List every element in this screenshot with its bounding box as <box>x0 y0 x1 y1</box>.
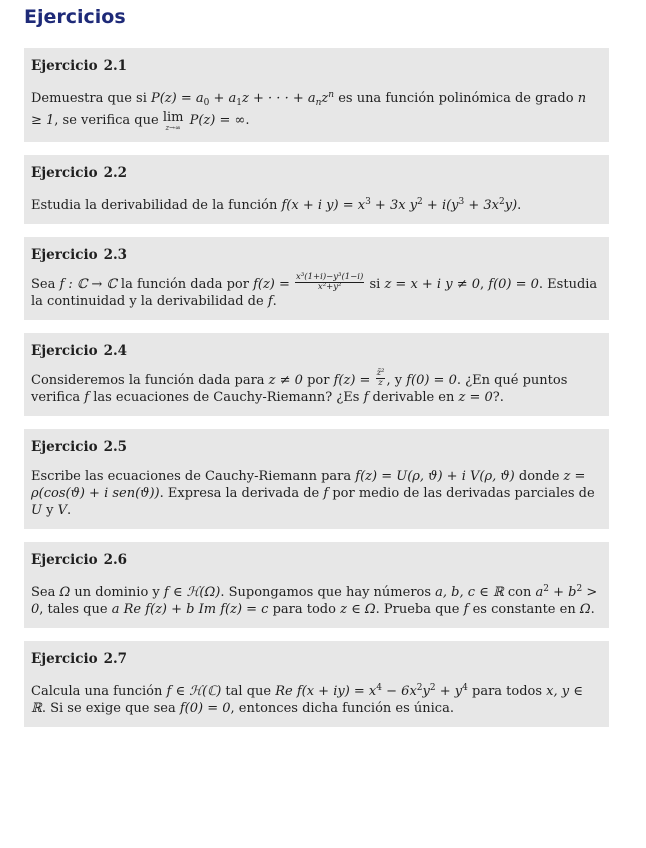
exercise-statement <box>31 680 601 717</box>
math-exponent: 2 <box>499 197 505 207</box>
math-expression: z <box>321 91 329 106</box>
statement-text: y <box>41 503 58 518</box>
fraction-denominator: x²+y² <box>317 282 342 292</box>
math-subscript: 1 <box>236 98 243 108</box>
statement-text: donde <box>514 469 564 484</box>
math-expression: Re f(x + iy) = x <box>275 684 377 699</box>
math-expression: z = x + i y ≠ 0 <box>384 277 480 292</box>
math-expression: x, y ∈ ℝ <box>31 684 583 716</box>
statement-text: . <box>590 602 595 617</box>
statement-text: las ecuaciones de Cauchy-Riemann? ¿Es <box>89 390 364 405</box>
exercise-box <box>24 237 609 320</box>
math-expression: f <box>323 486 329 501</box>
math-exponent: 4 <box>462 683 468 693</box>
statement-text: Sea <box>31 277 60 292</box>
exercise-statement <box>31 87 601 132</box>
statement-text: . Prueba que <box>375 602 464 617</box>
statement-text: un dominio y <box>70 585 164 600</box>
statement-text: . <box>66 503 72 518</box>
fraction-numerator: x³(1+i)−y³(1−i) <box>296 272 364 282</box>
exercise-number: 2.5 <box>103 439 128 455</box>
exercise-number: 2.1 <box>103 58 128 74</box>
limit-subscript: z→∞ <box>165 124 181 132</box>
exercise-box <box>24 333 609 416</box>
exercise-title <box>31 552 601 568</box>
exercise-title <box>31 651 601 667</box>
math-expression: f <box>84 390 90 405</box>
limit-symbol: lim <box>162 110 184 125</box>
math-expression: n ≥ 1 <box>31 91 587 128</box>
math-expression: P(z) = a <box>150 91 204 106</box>
math-expression: a, b, c ∈ ℝ <box>435 585 504 600</box>
math-exponent: 2 <box>576 584 583 594</box>
statement-text: Sea <box>31 585 60 600</box>
limit-operator <box>163 112 184 132</box>
math-expression: f(x + i y) = x <box>281 198 366 213</box>
exercise-box <box>24 641 609 727</box>
math-expression: z + · · · + a <box>242 91 316 106</box>
exercise-box <box>24 429 609 529</box>
math-exponent: n <box>328 90 335 100</box>
math-expression: + 3x y <box>370 198 418 213</box>
math-expression: f <box>267 294 273 309</box>
math-exponent: 4 <box>376 683 383 693</box>
exercise-number: 2.7 <box>103 651 128 667</box>
exercise-number: 2.3 <box>103 247 128 263</box>
math-expression: + y <box>435 684 463 699</box>
statement-text: Escribe las ecuaciones de Cauchy-Riemann para <box>31 469 356 484</box>
exercise-label: Ejercicio <box>31 439 98 455</box>
math-expression: P(z) = ∞ <box>185 113 246 128</box>
math-expression: y) <box>504 198 518 213</box>
exercise-statement <box>31 368 601 406</box>
math-subscript: 0 <box>203 98 210 108</box>
math-expression: f(0) = 0 <box>406 373 457 388</box>
statement-text: , y <box>386 373 407 388</box>
exercise-label: Ejercicio <box>31 58 98 74</box>
statement-text: tal que <box>221 684 276 699</box>
math-expression: U <box>31 503 42 518</box>
math-expression: z ≠ 0 <box>268 373 303 388</box>
statement-text: con <box>503 585 536 600</box>
exercise-number: 2.6 <box>103 552 128 568</box>
math-expression: V <box>57 503 67 518</box>
statement-text: para todos <box>467 684 547 699</box>
statement-text: Demuestra que si <box>31 91 151 106</box>
math-expression: a Re f(z) + b Im f(z) = c <box>111 602 269 617</box>
math-expression: > 0 <box>31 585 598 617</box>
math-expression: f(z) = U(ρ, ϑ) + i V(ρ, ϑ) <box>355 469 515 484</box>
exercise-label: Ejercicio <box>31 165 98 181</box>
math-exponent: 3 <box>458 197 465 207</box>
statement-text: la función dada por <box>116 277 254 292</box>
statement-text: . ¿En qué puntos verifica <box>31 373 568 405</box>
exercise-number: 2.4 <box>103 343 128 359</box>
math-expression: z ∈ Ω <box>340 602 376 617</box>
statement-text: si <box>365 277 385 292</box>
exercise-list <box>24 48 609 740</box>
statement-text: por medio de las derivadas parciales de <box>328 486 595 501</box>
statement-text: . Estudia la continuidad y la derivabilidad de <box>31 277 598 309</box>
math-expression: f(z) = <box>253 277 295 292</box>
statement-text: es constante en <box>468 602 580 617</box>
math-expression: + i(y <box>422 198 459 213</box>
exercise-label: Ejercicio <box>31 247 98 263</box>
statement-text: . <box>272 294 277 309</box>
exercise-title <box>31 439 601 455</box>
math-expression: f(0) = 0 <box>179 701 231 716</box>
statement-text: . Expresa la derivada de <box>159 486 324 501</box>
math-exponent: 2 <box>543 584 549 594</box>
exercise-statement <box>31 272 601 310</box>
math-expression: f ∈ ℋ(Ω) <box>163 585 221 600</box>
exercise-number: 2.2 <box>103 165 128 181</box>
math-exponent: 2 <box>429 683 436 693</box>
exercise-label: Ejercicio <box>31 343 98 359</box>
statement-text: Consideremos la función dada para <box>31 373 269 388</box>
math-expression: f : ℂ → ℂ <box>59 277 117 292</box>
math-subscript: n <box>315 98 322 108</box>
statement-text: derivable en <box>368 390 459 405</box>
exercise-label: Ejercicio <box>31 552 98 568</box>
section-title: Ejercicios <box>24 6 126 28</box>
math-exponent: 3 <box>365 197 371 207</box>
math-fraction <box>295 273 364 292</box>
exercise-box <box>24 542 609 628</box>
statement-text: ?. <box>492 390 504 405</box>
statement-text: . <box>245 113 250 128</box>
math-expression: f <box>463 602 469 617</box>
math-expression: + 3x <box>464 198 500 213</box>
statement-text: , tales que <box>39 602 112 617</box>
exercise-statement <box>31 194 601 214</box>
statement-text: Calcula una función <box>31 684 167 699</box>
math-expression: + a <box>209 91 237 106</box>
math-expression: f <box>363 390 369 405</box>
math-expression: f(z) = <box>333 373 375 388</box>
math-expression: Ω <box>59 585 71 600</box>
statement-text: Estudia la derivabilidad de la función <box>31 198 282 213</box>
statement-text: . Si se exige que sea <box>41 701 180 716</box>
math-expression: z = ρ(cos(ϑ) + i sen(ϑ)) <box>31 469 586 501</box>
math-expression: f(0) = 0 <box>488 277 539 292</box>
statement-text: es una función polinómica de grado <box>334 91 578 106</box>
math-expression: a <box>535 585 544 600</box>
exercise-box <box>24 155 609 224</box>
exercise-label: Ejercicio <box>31 651 98 667</box>
math-expression: f ∈ ℋ(ℂ) <box>166 684 222 699</box>
exercise-box <box>24 48 609 142</box>
exercise-title <box>31 165 601 181</box>
math-expression: − 6x <box>382 684 417 699</box>
exercise-title <box>31 58 601 74</box>
statement-text: para todo <box>268 602 341 617</box>
math-exponent: 2 <box>417 197 423 207</box>
math-expression: z = 0 <box>458 390 493 405</box>
fraction-numerator: z̄² <box>376 368 385 378</box>
exercise-title <box>31 343 601 359</box>
fraction-denominator: z <box>378 378 383 388</box>
statement-text: , se verifica que <box>54 113 163 128</box>
statement-text: , entonces dicha función es única. <box>230 701 454 716</box>
exercise-title <box>31 247 601 263</box>
statement-text: . <box>517 198 522 213</box>
exercise-statement <box>31 581 601 618</box>
exercise-statement <box>31 468 601 519</box>
statement-text: . Supongamos que hay números <box>220 585 436 600</box>
statement-text: , <box>480 277 489 292</box>
math-exponent: 2 <box>416 683 423 693</box>
math-fraction <box>376 369 386 388</box>
math-expression: Ω <box>579 602 591 617</box>
statement-text: por <box>302 373 334 388</box>
math-expression: y <box>422 684 430 699</box>
math-expression: + b <box>549 585 577 600</box>
